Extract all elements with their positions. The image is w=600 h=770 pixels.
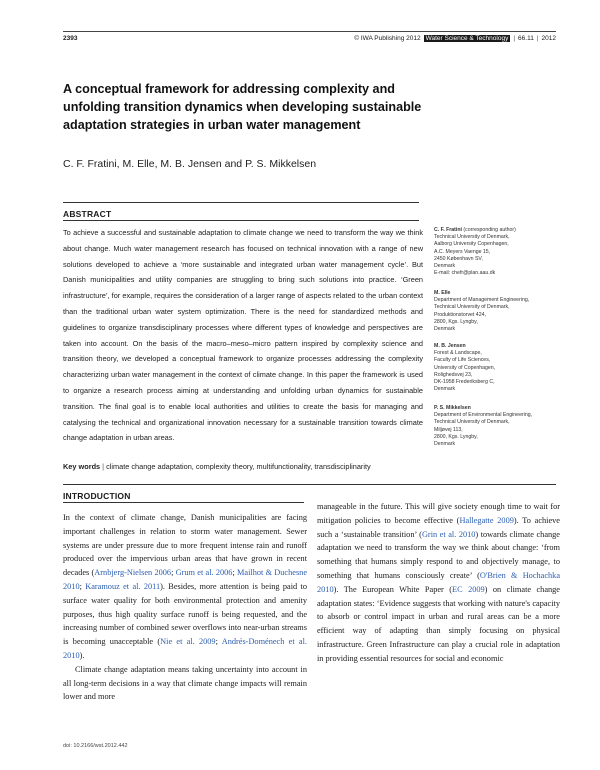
intro-column-left	[63, 511, 307, 704]
citation-link[interactable]: Mailhot & Duchesne 2010	[63, 568, 308, 591]
copyright: © IWA Publishing 2012	[354, 35, 421, 42]
citation-link[interactable]: Arnbjerg-Nielsen 2006	[94, 568, 172, 578]
volume: 66.11	[518, 35, 534, 42]
intro-rule-top	[63, 484, 556, 485]
intro-paragraph-continued: manageable in the future. This will give society enough time to wait for mitigation policies to become effective (Hallegatte 2009). To achieve such a ‘sustainable transition’ (Grin et al. 2010) towards climate change adaptation we need to transform the way we think about change: ‘from something that humans simply respond to and objectively manage, to something that humans consciously create’ (O'Brien & Hochachka 2010). The European White Paper (EC 2009) on climate change adaptation states: ‘Evidence suggests that working with nature's capacity to absorb or control impact in urban and rural areas can be a more efficient way of adapting than simply focusing on physical infrastructure. Green Infrastructure can play a crucial role in adaptation in providing essential resources for social and economic	[317, 502, 561, 663]
intro-paragraph-2: Climate change adaptation means taking uncertainty into account in all long-term decisions in a way that climate change impacts will remain lower and more	[63, 664, 307, 702]
year: 2012	[541, 35, 556, 42]
keywords-text: climate change adaptation, complexity theory, multifunctionality, transdisciplinarity	[106, 462, 371, 471]
keywords-label: Key words	[63, 462, 101, 471]
intro-paragraph-1: In the context of climate change, Danish municipalities are facing important challenges in relation to storm water management. Sewer systems are under pressure due to more frequent intense rain and runoff produced over the impervious urban areas that have grown in recent decades (Arnbjerg-Nielsen 2006; Grum et al. 2006; Mailhot & Duchesne 2010; Karamouz et al. 2011). Besides, more attention is being paid to surface water quality for both environmental protection and amenity purposes, thus high quality surface runoff is being requested, and the increasing number of combined sewer overflows into near-urban streams is becoming unacceptable (Nie et al. 2009; Andrés-Doménech et al. 2010).	[63, 513, 308, 660]
page-number: 2393	[63, 35, 78, 42]
introduction-heading: INTRODUCTION	[63, 491, 131, 501]
email[interactable]: E-mail: chefr@plan.aau.dk	[434, 270, 496, 277]
affiliation-jensen: M. B. Jensen Forest & Landscape, Faculty of Life Sciences, University of Copenhagen, Rolighedsvej 23, DK-1958 Frederiksberg C, Denmark	[434, 343, 496, 393]
doi[interactable]: doi: 10.2166/wst.2012.442	[63, 743, 128, 749]
journal-name: Water Science & Technology	[425, 35, 509, 42]
citation-link[interactable]: EC 2009	[452, 584, 485, 594]
abstract-rule-top	[63, 202, 419, 203]
header-rule	[63, 31, 556, 32]
citation-link[interactable]: Grum et al. 2006	[175, 568, 233, 578]
affiliation-elle: M. Elle Department of Management Engineering, Technical University of Denmark, Produktionstorvet 424, 2800, Kgs. Lyngby, Denmark	[434, 290, 530, 333]
citation-link[interactable]: Karamouz et al. 2011	[85, 581, 161, 591]
keywords: Key words | climate change adaptation, complexity theory, multifunctionality, transdisciplinarity	[63, 462, 371, 471]
affiliation-mikkelsen: P. S. Mikkelsen Department of Environmental Engineering, Technical University of Denmark, Miljøvej 113, 2800, Kgs. Lyngby, Denmark	[434, 405, 533, 448]
citation-link[interactable]: Andrés-Doménech et al. 2010	[63, 637, 307, 660]
authors: C. F. Fratini, M. Elle, M. B. Jensen and P. S. Mikkelsen	[63, 158, 317, 170]
journal-info: © IWA Publishing 2012 Water Science & Technology | 66.11 | 2012	[354, 35, 556, 42]
paper-title: A conceptual framework for addressing complexity and unfolding transition dynamics when developing sustainable adaptation strategies in urban water management	[63, 82, 422, 132]
citation-link[interactable]: O'Brien & Hochachka 2010	[317, 570, 561, 594]
intro-rule-bottom	[63, 502, 304, 503]
abstract-rule-bottom	[63, 220, 419, 221]
affiliation-fratini: C. F. Fratini (corresponding author) Technical University of Denmark, Aalborg University Copenhagen, A.C. Meyers Vaenge 15, 2450 København SV, Denmark E-mail: chefr@plan.aau.dk	[434, 227, 559, 277]
citation-link[interactable]: Grin et al. 2010	[421, 529, 476, 539]
intro-column-right	[317, 500, 560, 666]
abstract-heading: ABSTRACT	[63, 209, 112, 219]
citation-link[interactable]: Nie et al. 2009	[160, 637, 216, 647]
citation-link[interactable]: Hallegatte 2009	[459, 515, 514, 525]
abstract-text: To achieve a successful and sustainable adaptation to climate change we need to transform the way we think about change. Much water management research has focused on technical innovation with a range of new solutions developed to achieve a ‘more sustainable and integrated urban water management cycle’. But Danish municipalities and utility companies are struggling to bring such solutions into practice. ‘Green infrastructure’, for example, requires the consideration of a larger range of aspects related to the urban context than the traditional urban water system optimization. There is the need for standardized methods and guidelines to organize transdisciplinary processes where different types of knowledge and perspectives are taken into account. On the basis of the macro–meso–micro pattern inspired by complexity science and transition theory, we developed a conceptual framework to organize processes addressing the complexity characterizing urban water management in the context of climate change. In this paper the framework is used to organize a research process aiming at understanding and unfolding urban dynamics for sustainable transition. The final goal is to enable local authorities and utilities to create the basis for managing and catalysing the technical and organizational innovation necessary for a sustainable transition towards climate change adaptation in urban areas.	[63, 228, 423, 443]
